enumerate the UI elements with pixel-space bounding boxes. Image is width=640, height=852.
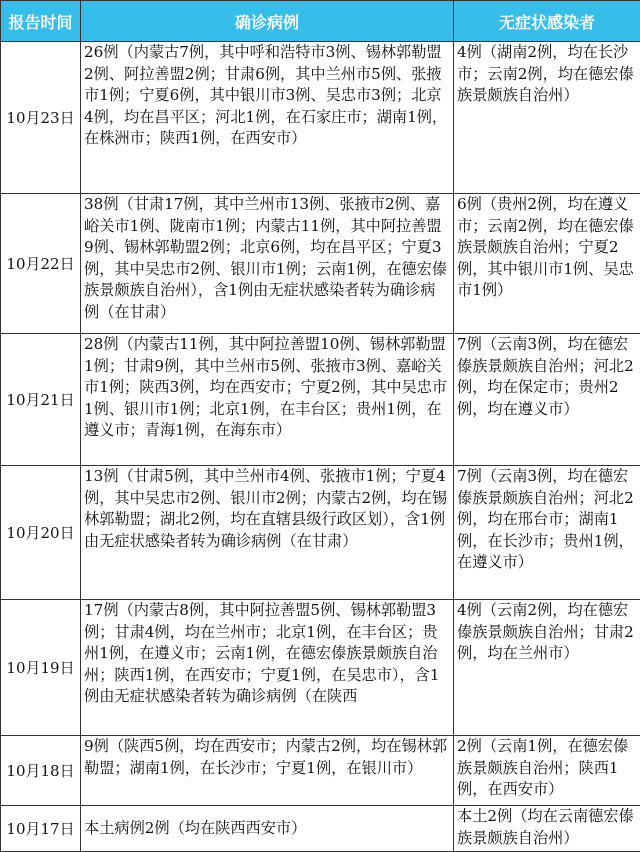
table-row — [1, 42, 640, 194]
table-row — [1, 334, 640, 466]
row-date: 10月22日 — [1, 194, 81, 334]
table-row — [1, 194, 640, 334]
header-confirmed-cases: 确诊病例 — [81, 1, 454, 42]
row-date: 10月20日 — [1, 466, 81, 600]
row-confirmed: 28例（内蒙古11例，其中阿拉善盟10例、锡林郭勒盟1例；甘肃9例，其中兰州市5例、张掖市3例、嘉峪关市1例；陕西3例，均在西安市；宁夏2例，其中吴忠市1例、银川市1例；北京1例，在丰台区；贵州1例，在遵义市；青海1例，在海东市） — [81, 334, 454, 466]
row-confirmed: 本土病例2例（均在陕西西安市） — [81, 806, 454, 852]
table-row — [1, 736, 640, 806]
table-row — [1, 806, 640, 852]
row-date: 10月21日 — [1, 334, 81, 466]
row-confirmed: 26例（内蒙古7例，其中呼和浩特市3例、锡林郭勒盟2例、阿拉善盟2例；甘肃6例，其中兰州市5例、张掖市1例；宁夏6例，其中银川市3例、吴忠市3例；北京4例，均在昌平区；河北1例，在石家庄市；湖南1例，在株洲市；陕西1例，在西安市） — [81, 42, 454, 194]
row-confirmed: 17例（内蒙古8例，其中阿拉善盟5例、锡林郭勒盟3例；甘肃4例，均在兰州市；北京1例，在丰台区；贵州1例，在遵义市；云南1例，在德宏傣族景颇族自治州；陕西1例，在西安市；宁夏1例，在吴忠市），含1例由无症状感染者转为确诊病例（在陕西 — [81, 600, 454, 736]
row-asymptomatic: 2例（云南1例，在德宏傣族景颇族自治州；陕西1例，在西安市） — [454, 736, 640, 806]
header-asymptomatic-cases: 无症状感染者 — [454, 1, 640, 42]
row-confirmed: 9例（陕西5例，均在西安市；内蒙古2例，均在锡林郭勒盟；湖南1例，在长沙市；宁夏1例，在银川市） — [81, 736, 454, 806]
header-row — [1, 1, 640, 42]
row-asymptomatic: 7例（云南3例，均在德宏傣族景颇族自治州；河北2例，均在邢台市；湖南1例，在长沙市；贵州1例，在遵义市） — [454, 466, 640, 600]
row-asymptomatic: 7例（云南3例，均在德宏傣族景颇族自治州；河北2例，均在保定市；贵州2例，均在遵义市） — [454, 334, 640, 466]
table-row — [1, 466, 640, 600]
row-asymptomatic: 本土2例（均在云南德宏傣族景颇族自治州） — [454, 806, 640, 852]
row-date: 10月18日 — [1, 736, 81, 806]
header-report-date: 报告时间 — [1, 1, 81, 42]
row-asymptomatic: 6例（贵州2例，均在遵义市；云南2例，均在德宏傣族景颇族自治州；宁夏2例，其中银川市1例、吴忠市1例） — [454, 194, 640, 334]
row-confirmed: 38例（甘肃17例，其中兰州市13例、张掖市2例、嘉峪关市1例、陇南市1例；内蒙古11例，其中阿拉善盟9例、锡林郭勒盟2例；北京6例，均在昌平区；宁夏3例，其中吴忠市2例、银川市1例；云南1例，在德宏傣族景颇族自治州），含1例由无症状感染者转为确诊病例（在甘肃） — [81, 194, 454, 334]
table-row — [1, 600, 640, 736]
row-asymptomatic: 4例（湖南2例，均在长沙市；云南2例，均在德宏傣族景颇族自治州） — [454, 42, 640, 194]
row-asymptomatic: 4例（云南2例，均在德宏傣族景颇族自治州；甘肃2例，均在兰州市） — [454, 600, 640, 736]
row-date: 10月19日 — [1, 600, 81, 736]
row-date: 10月23日 — [1, 42, 81, 194]
row-confirmed: 13例（甘肃5例，其中兰州市4例、张掖市1例；宁夏4例，其中吴忠市2例、银川市2例；内蒙古2例，均在锡林郭勒盟；湖北2例，均在直辖县级行政区划），含1例由无症状感染者转为确诊病例（在甘肃） — [81, 466, 454, 600]
row-date: 10月17日 — [1, 806, 81, 852]
